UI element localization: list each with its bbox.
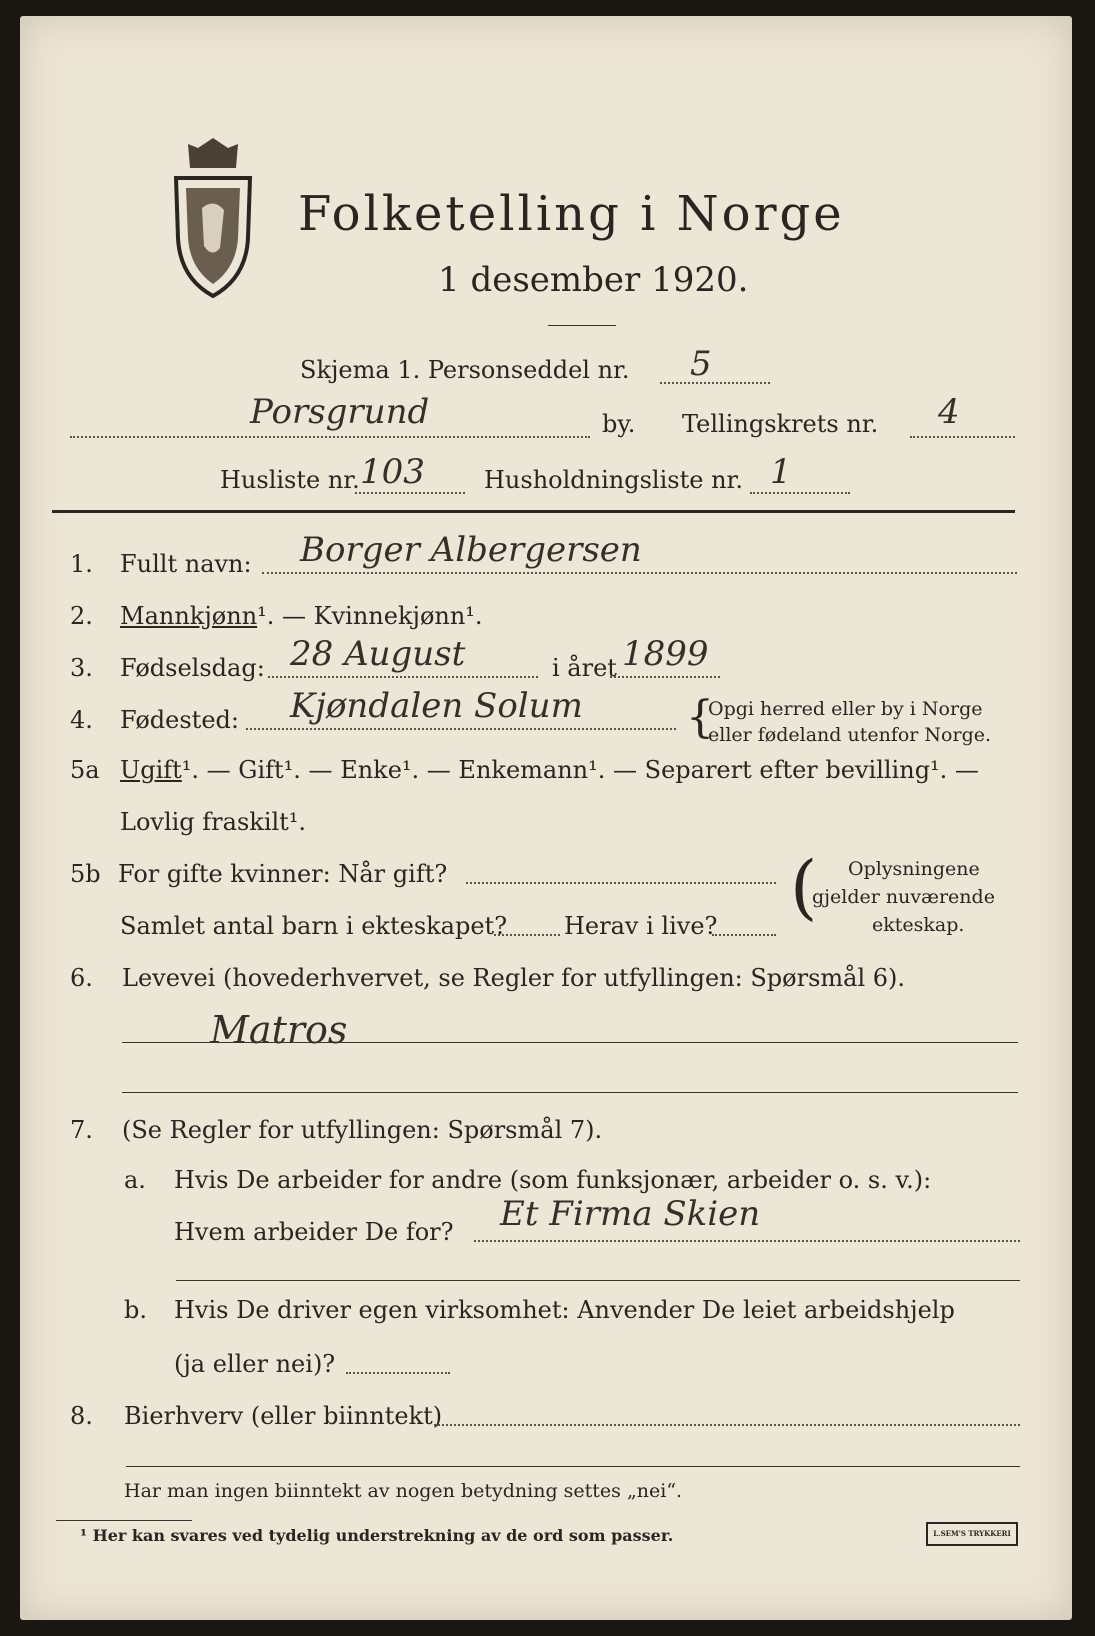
tellingskrets-label: Tellingskrets nr. [682,410,879,438]
q7b-letter: b. [124,1296,147,1324]
birthday-value: 28 August [290,634,466,674]
husholdning-label: Husholdningsliste nr. [484,466,743,494]
q7a-letter: a. [124,1166,146,1194]
printer-stamp: L.SEM'S TRYKKERI [926,1522,1018,1546]
gender-female: Kvinnekjønn¹. [313,602,483,630]
gender-male: Mannkjønn [120,602,258,630]
bracket: { [686,692,714,743]
skjema-label: Skjema 1. Personseddel nr. [300,356,630,384]
marital-rest: ¹. — Gift¹. — Enke¹. — Enkemann¹. — Separert efter bevilling¹. — [181,756,979,784]
birthplace-note-1: Opgi herred eller by i Norge [708,698,983,720]
q5b-note-3: ekteskap. [872,914,965,936]
q5b-number: 5b [70,860,101,888]
form-title: Folketelling i Norge [298,186,845,242]
gender-line [120,602,483,630]
q1-number: 1. [70,550,93,578]
q3-number: 3. [70,654,93,682]
by-value: Porsgrund [250,392,430,432]
q8-number: 8. [70,1402,93,1430]
marital-ugift: Ugift [120,756,182,784]
q5b-note-2: gjelder nuværende [812,886,995,908]
q7-number: 7. [70,1116,93,1144]
q7a-text: Hvis De arbeider for andre (som funksjonær, arbeider o. s. v.): [174,1166,932,1194]
gender-sep: ¹. — [257,602,314,630]
q5b-note-1: Oplysningene [848,858,980,880]
q6-number: 6. [70,964,93,992]
q5b-label: For gifte kvinner: Når gift? [118,860,448,888]
q8-label: Bierhverv (eller biinntekt) [124,1402,443,1430]
footer-note: Har man ingen biinntekt av nogen betydning settes „nei“. [124,1480,683,1502]
year-label: i året [552,654,617,682]
q7-label: (Se Regler for utfyllingen: Spørsmål 7). [122,1116,603,1144]
husliste-label: Husliste nr. [220,466,360,494]
husliste-nr: 103 [360,452,425,492]
q7b-text: Hvis De driver egen virksomhet: Anvender De leiet arbeidshjelp [174,1296,955,1324]
birthplace-value: Kjøndalen Solum [290,686,583,726]
coat-of-arms-icon [168,138,258,300]
bracket-2: ( [790,846,818,928]
tellingskrets-nr: 4 [938,392,960,432]
employer-value: Et Firma Skien [500,1194,761,1234]
q7a-question: Hvem arbeider De for? [174,1218,454,1246]
q1-label: Fullt navn: [120,550,252,578]
q4-label: Fødested: [120,706,239,734]
q4-number: 4. [70,706,93,734]
marital-line [120,756,979,784]
occupation-value: Matros [210,1008,348,1052]
q6-label: Levevei (hovederhvervet, se Regler for utfyllingen: Spørsmål 6). [122,964,906,992]
q7b-question: (ja eller nei)? [174,1350,336,1378]
q5a-number: 5a [70,756,100,784]
by-label: by. [602,410,636,438]
birthplace-note-2: eller fødeland utenfor Norge. [708,724,992,746]
birth-year-value: 1899 [622,634,709,674]
q3-label: Fødselsdag: [120,654,265,682]
q5b-children-label: Samlet antal barn i ekteskapet? [120,912,508,940]
marital-line-2: Lovlig fraskilt¹. [120,808,307,836]
footnote: ¹ Her kan svares ved tydelig understrekning av de ord som passer. [80,1526,674,1545]
personseddel-nr: 5 [690,344,712,384]
full-name-value: Borger Albergersen [300,530,642,570]
q5b-alive-label: Herav i live? [564,912,718,940]
census-date: 1 desember 1920. [438,260,749,300]
husholdning-nr: 1 [770,452,792,492]
q2-number: 2. [70,602,93,630]
